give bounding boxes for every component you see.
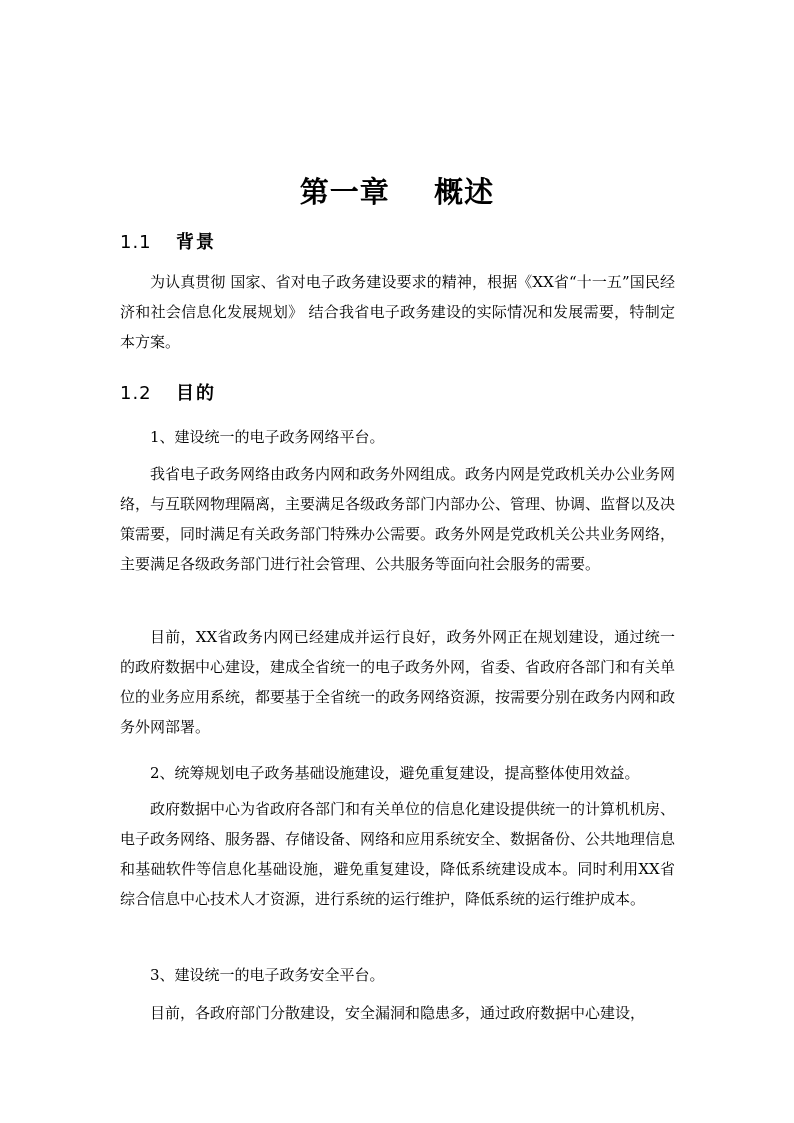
list-item-heading: 3、建设统一的电子政务安全平台。 — [150, 966, 385, 984]
list-item-heading: 1、建设统一的电子政务网络平台。 — [150, 428, 385, 446]
list-item-heading: 2、统筹规划电子政务基础设施建设，避免重复建设，提高整体使用效益。 — [150, 764, 640, 782]
section-title: 背景 — [176, 232, 216, 253]
paragraph: 目前，各政府部门分散建设，安全漏洞和隐患多，通过政府数据中心建设， — [150, 1004, 646, 1022]
section-heading-purpose — [120, 379, 216, 405]
paragraph-background: 为认真贯彻 国家、省对电子政务建设要求的精神，根据《XX省“十一五”国民经济和社会信息化发展规划》 结合我省电子政务建设的实际情况和发展需要，特制定本方案。 — [120, 273, 675, 351]
chapter-title: 第一章 概述 — [299, 175, 495, 209]
section-heading-background — [120, 228, 216, 254]
section-number: 1.1 — [120, 232, 152, 253]
paragraph: 我省电子政务网络由政务内网和政务外网组成。政务内网是党政机关办公业务网络，与互联网物理隔离，主要满足各级政务部门内部办公、管理、协调、监督以及决策需要，同时满足有关政务部门特殊办公需要。政务外网是党政机关公共业务网络，主要满足各级政务部门进行社会管理、公共服务等面向社会服务的需要。 — [120, 465, 676, 573]
paragraph: 目前，XX省政务内网已经建成并运行良好，政务外网正在规划建设，通过统一的政府数据中心建设，建成全省统一的电子政务外网，省委、省政府各部门和有关单位的业务应用系统，都要基于全省统一的政务网络资源，按需要分别在政务内网和政务外网部署。 — [120, 628, 676, 736]
section-number: 1.2 — [120, 383, 152, 404]
paragraph: 政府数据中心为省政府各部门和有关单位的信息化建设提供统一的计算机机房、电子政务网络、服务器、存储设备、网络和应用系统安全、数据备份、公共地理信息和基础软件等信息化基础设施，避免重复建设，降低系统建设成本。同时利用XX省综合信息中心技术人才资源，进行系统的运行维护，降低系统的运行维护成本。 — [120, 800, 676, 908]
section-title: 目的 — [176, 383, 216, 404]
